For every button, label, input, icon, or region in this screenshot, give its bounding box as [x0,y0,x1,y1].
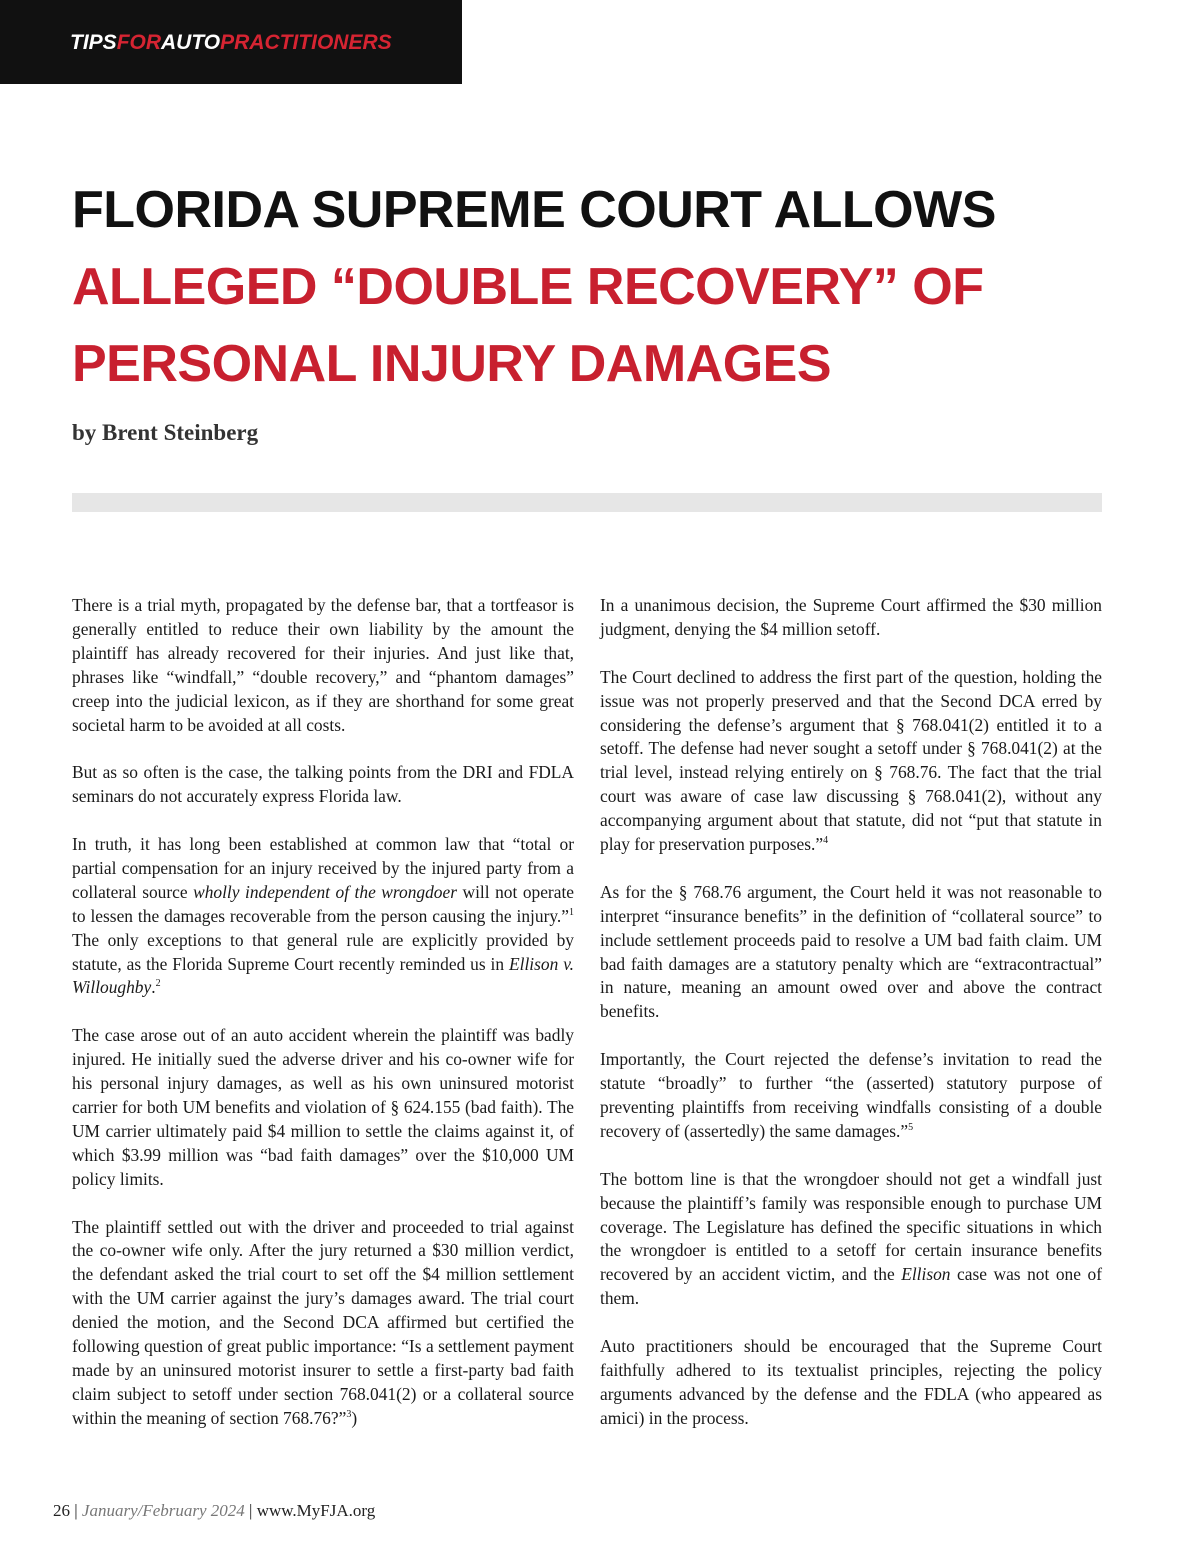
paragraph-text: But as so often is the case, the talking points from the DRI and FDLA seminars do not accurately express Florida law. [72,762,574,807]
article-paragraph [600,666,1102,857]
section-label-segment: AUTO [161,31,221,54]
paragraph-text: . [151,977,156,998]
article-column-right [600,594,1102,1455]
section-label [70,31,392,55]
headline-line-1: FLORIDA SUPREME COURT ALLOWS [72,181,996,239]
section-label-segment: TIPS [70,31,117,54]
paragraph-text: In truth, it has long been established at common law that “total or partial compensation for an injury received by the injured party from a collateral source [72,834,574,902]
headline-line-3: PERSONAL INJURY DAMAGES [72,335,832,393]
paragraph-text: As for the § 768.76 argument, the Court held it was not reasonable to interpret “insurance benefits” in the definition of “collateral source” to include settlement proceeds paid to resolve a UM bad faith claim. UM bad faith damages are a statutory penalty which are “extracontractual” in nature, meaning an amount owed over and above the contract benefits. [600,881,1102,1022]
paragraph-text: The case arose out of an auto accident wherein the plaintiff was badly injured. He initially sued the adverse driver and his co-owner wife for his personal injury damages, as well as his own uninsured motorist carrier for both UM benefits and violation of § 624.155 (bad faith). The UM carrier ultimately paid $4 million to settle the claims against it, of which $3.99 million was “bad faith damages” over the $10,000 UM policy limits. [72,1025,574,1189]
italic-text: Ellison [901,1264,951,1285]
divider-bar [72,493,1102,512]
paragraph-text: There is a trial myth, propagated by the defense bar, that a tortfeasor is generally entitled to reduce their own liability by the amount the plaintiff has already recovered for their injuries. And just like that, phrases like “windfall,” “double recovery,” and “phantom damages” creep into the judicial lexicon, as if they are shorthand for some great societal harm to be avoided at all costs. [72,595,574,735]
footnote-marker: 1 [569,906,574,918]
section-header-tab [0,0,462,84]
page-number: 26 [53,1501,70,1520]
paragraph-text: The only exceptions to that general rule are explicitly provided by statute, as the Florida Supreme Court recently reminded us in [72,929,574,974]
section-label-segment: PRACTITIONERS [220,31,392,54]
article-column-left [72,594,574,1455]
paragraph-text: Importantly, the Court rejected the defense’s invitation to read the statute “broadly” to further “the (asserted) statutory purpose of preventing plaintiffs from receiving windfalls consisting of a double recovery of (assertedly) the same damages.” [600,1049,1102,1141]
article-paragraph [600,881,1102,1024]
page-footer [53,1501,375,1521]
paragraph-text: The bottom line is that the wrongdoer should not get a windfall just because the plaintiff’s family was responsible enough to purchase UM coverage. The Legislature has defined the specific situations in which the wrongdoer is entitled to a setoff for certain insurance benefits recovered by an accident victim, and the [600,1168,1102,1285]
article-paragraph [600,594,1102,642]
section-label-segment: FOR [116,31,162,54]
footer-separator: | [249,1501,253,1520]
footnote-marker: 4 [823,835,829,847]
footnote-marker: 5 [908,1122,914,1134]
paragraph-text: In a unanimous decision, the Supreme Court affirmed the $30 million judgment, denying the $4 million setoff. [600,595,1102,639]
website-url: www.MyFJA.org [256,1501,376,1520]
footer-separator: | [74,1501,78,1520]
footnote-marker: 2 [155,978,161,990]
issue-date: January/February 2024 [81,1501,245,1520]
paragraph-text: ) [351,1407,358,1428]
article-paragraph [72,594,574,737]
article-paragraph [72,1024,574,1191]
author-byline: by Brent Steinberg [72,420,259,445]
headline-line-2: ALLEGED “DOUBLE RECOVERY” OF [72,258,984,316]
paragraph-text: case was not one of them. [600,1264,1102,1309]
article-paragraph [600,1048,1102,1144]
paragraph-text: will not operate to lessen the damages recoverable from the person causing the injury.” [72,881,574,926]
article-paragraph [72,833,574,1000]
article-paragraph [72,761,574,809]
paragraph-text: Auto practitioners should be encouraged that the Supreme Court faithfully adhered to its textualist principles, rejecting the policy arguments advanced by the defense and the FDLA (who appeared as amici) in the process. [600,1336,1102,1428]
footnote-marker: 3 [346,1408,352,1420]
paragraph-text: The Court declined to address the first part of the question, holding the issue was not properly preserved and that the Second DCA erred by considering the defense’s argument that § 768.041(2) entitled it to a setoff. The defense had never sought a setoff under § 768.041(2) at the trial level, instead relying entirely on § 768.76. The fact that the trial court was aware of case law discussing § 768.041(2), without any accompanying argument about that statute, did not “put that statute in play for preservation purposes.” [600,666,1102,855]
article-paragraph [600,1168,1102,1311]
article-paragraph [600,1335,1102,1431]
italic-text: wholly independent of the wrongdoer [193,881,457,902]
article-paragraph [72,1216,574,1431]
article-headline [72,172,1132,403]
paragraph-text: The plaintiff settled out with the driver and proceeded to trial against the co-owner wife only. After the jury returned a $30 million verdict, the defendant asked the trial court to set off the $4 million settlement with the UM carrier against the jury’s damages award. The trial court denied the motion, and the Second DCA affirmed but certified the following question of great public importance: “Is a settlement payment made by an uninsured motorist insurer to settle a first-party bad faith claim subject to setoff under section 768.041(2) or a collateral source within the meaning of section 768.76?” [72,1216,574,1428]
italic-text: Ellison v. Willoughby [72,953,574,998]
